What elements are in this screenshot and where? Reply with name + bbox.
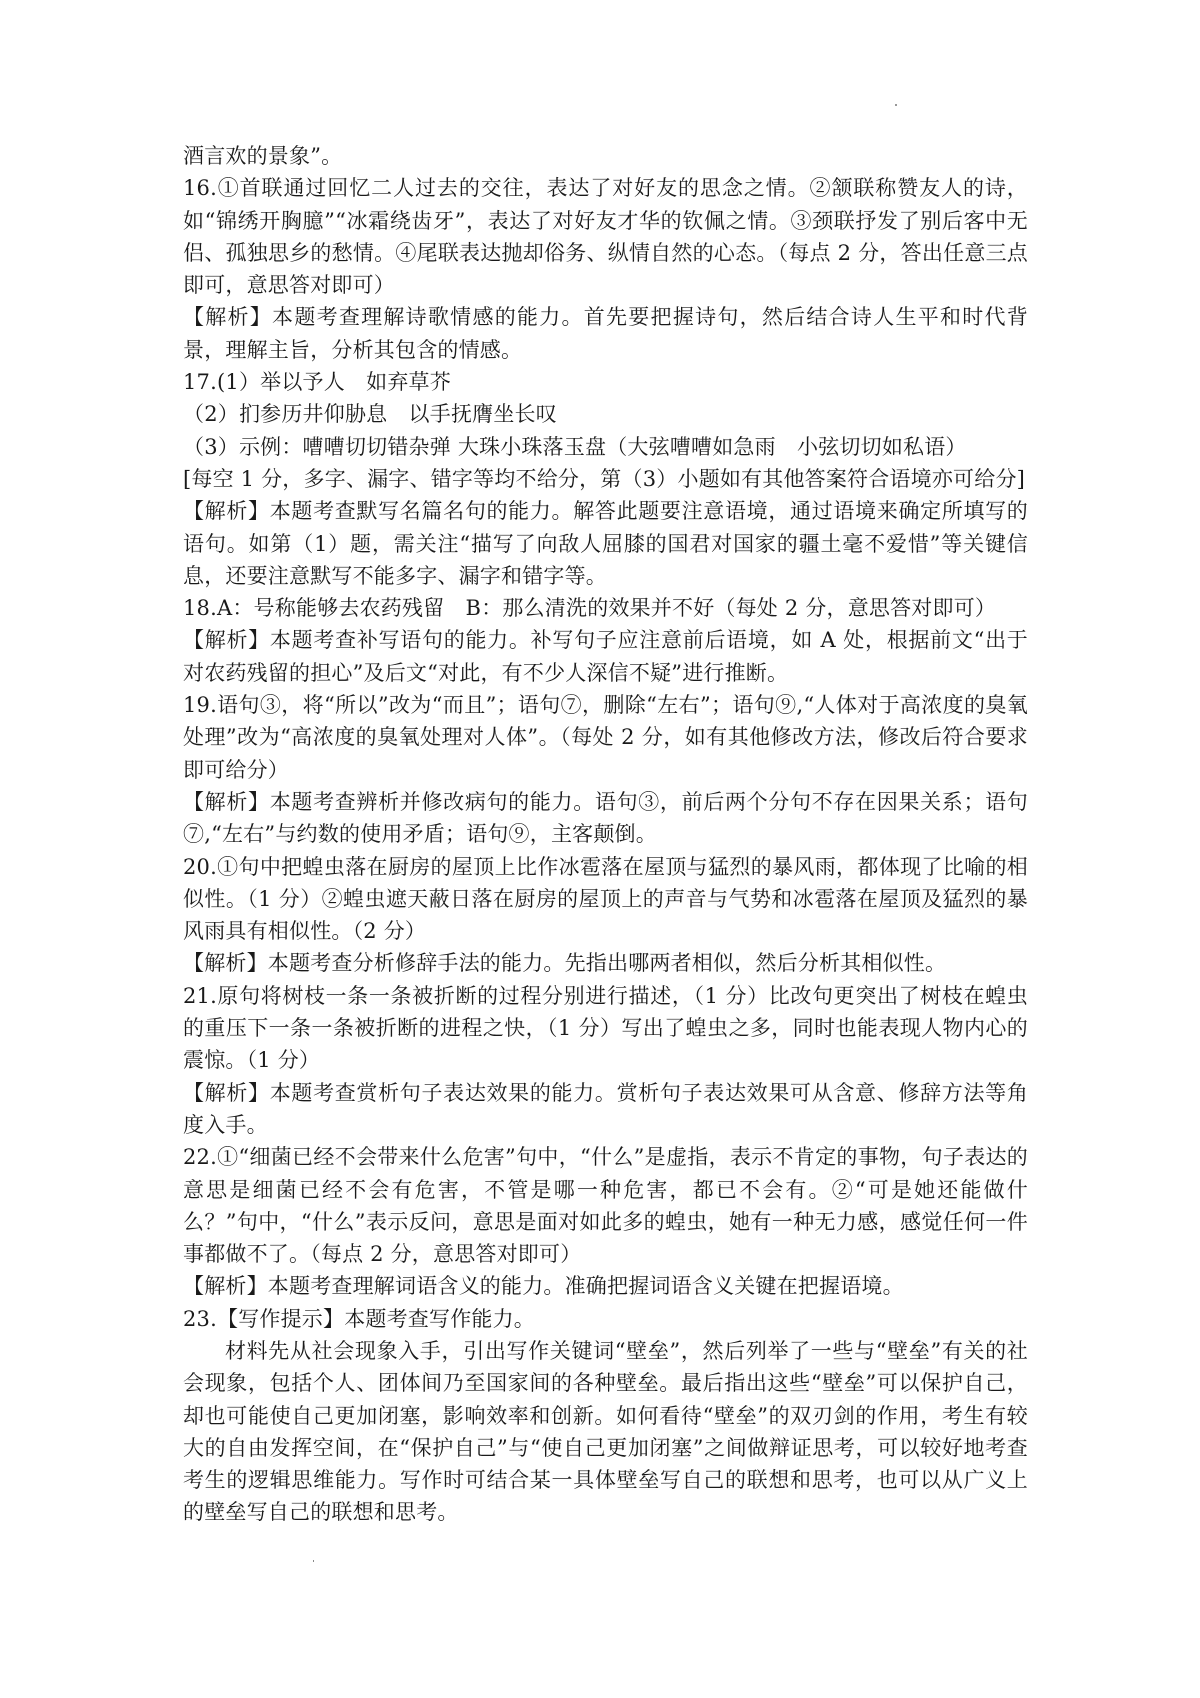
answer-21: 21.原句将树枝一条一条被折断的过程分别进行描述，（1 分）比改句更突出了树枝在蝗虫的重压下一条一条被折断的进程之快，（1 分）写出了蝗虫之多，同时也能表现人物内心的震惊。（1 分） (183, 983, 1028, 1073)
answer-17-part-1: 17.(1）举以予人 如弃草芥 (183, 370, 451, 395)
answer-16: 16.①首联通过回忆二人过去的交往，表达了对好友的思念之情。②颔联称赞友人的诗，如“锦绣开胸臆”“冰霜绕齿牙”，表达了对好友才华的钦佩之情。③颈联抒发了别后客中无侣、孤独思乡的愁情。④尾联表达抛却俗务、纵情自然的心态。（每点 2 分，答出任意三点即可，意思答对即可） (183, 176, 1028, 298)
analysis-16: 【解析】本题考查理解诗歌情感的能力。首先要把握诗句，然后结合诗人生平和时代背景，理解主旨，分析其包含的情感。 (183, 305, 1028, 362)
answer-17-part-3: （3）示例：嘈嘈切切错杂弹 大珠小珠落玉盘（大弦嘈嘈如急雨 小弦切切如私语） (183, 434, 967, 459)
answer-18: 18.A：号称能够去农药残留 B：那么清洗的效果并不好（每处 2 分，意思答对即可） (183, 596, 997, 621)
answer-17-part-2: （2）扪参历井仰胁息 以手抚膺坐长叹 (183, 402, 557, 427)
scan-speck-top (895, 104, 897, 106)
writing-prompt-23-body: 材料先从社会现象入手，引出写作关键词“壁垒”，然后列举了一些与“壁垒”有关的社会现象，包括个人、团体间乃至国家间的各种壁垒。最后指出这些“壁垒”可以保护自己，却也可能使自己更加闭塞，影响效率和创新。如何看待“壁垒”的双刃剑的作用，考生有较大的自由发挥空间，在“保护自己”与“使自己更加闭塞”之间做辩证思考，可以较好地考查考生的逻辑思维能力。写作时可结合某一具体壁垒写自己的联想和思考，也可以从广义上的壁垒写自己的联想和思考。 (183, 1338, 1028, 1525)
writing-prompt-23-title: 23.【写作提示】本题考查写作能力。 (183, 1306, 535, 1331)
answer-key-page (183, 140, 1028, 1529)
analysis-20: 【解析】本题考查分析修辞手法的能力。先指出哪两者相似，然后分析其相似性。 (183, 951, 947, 976)
answer-19: 19.语句③，将“所以”改为“而且”；语句⑦，删除“左右”；语句⑨,“人体对于高浓度的臭氧处理”改为“高浓度的臭氧处理对人体”。（每处 2 分，如有其他修改方法，修改后符合要求即可给分） (183, 693, 1028, 782)
answer-22: 22.①“细菌已经不会带来什么危害”句中，“什么”是虚指，表示不肯定的事物，句子表达的意思是细菌已经不会有危害，不管是哪一种危害，都已不会有。②“可是她还能做什么？”句中，“什么”表示反问，意思是面对如此多的蝗虫，她有一种无力感，感觉任何一件事都做不了。（每点 2 分，意思答对即可） (183, 1145, 1028, 1267)
analysis-18: 【解析】本题考查补写语句的能力。补写句子应注意前后语境，如 A 处，根据前文“出于对农药残留的担心”及后文“对此，有不少人深信不疑”进行推断。 (183, 628, 1028, 685)
scan-speck-bottom (313, 1560, 314, 1562)
scoring-note-17: [每空 1 分，多字、漏字、错字等均不给分，第（3）小题如有其他答案符合语境亦可给分] (183, 466, 1026, 491)
analysis-17: 【解析】本题考查默写名篇名句的能力。解答此题要注意语境，通过语境来确定所填写的语句。如第（1）题，需关注“描写了向敌人屈膝的国君对国家的疆土毫不爱惜”等关键信息，还要注意默写不能多字、漏字和错字等。 (183, 499, 1028, 588)
answer-20: 20.①句中把蝗虫落在厨房的屋顶上比作冰雹落在屋顶与猛烈的暴风雨，都体现了比喻的相似性。（1 分）②蝗虫遮天蔽日落在厨房的屋顶上的声音与气势和冰雹落在屋顶及猛烈的暴风雨具有相似性。（2 分） (183, 854, 1028, 944)
continuation-line: 酒言欢的景象”。 (183, 144, 343, 168)
analysis-21: 【解析】本题考查赏析句子表达效果的能力。赏析句子表达效果可从含意、修辞方法等角度入手。 (183, 1080, 1028, 1137)
analysis-19: 【解析】本题考查辨析并修改病句的能力。语句③，前后两个分句不存在因果关系；语句⑦,“左右”与约数的使用矛盾；语句⑨，主客颠倒。 (183, 789, 1028, 847)
analysis-22: 【解析】本题考查理解词语含义的能力。准确把握词语含义关键在把握语境。 (183, 1274, 904, 1299)
